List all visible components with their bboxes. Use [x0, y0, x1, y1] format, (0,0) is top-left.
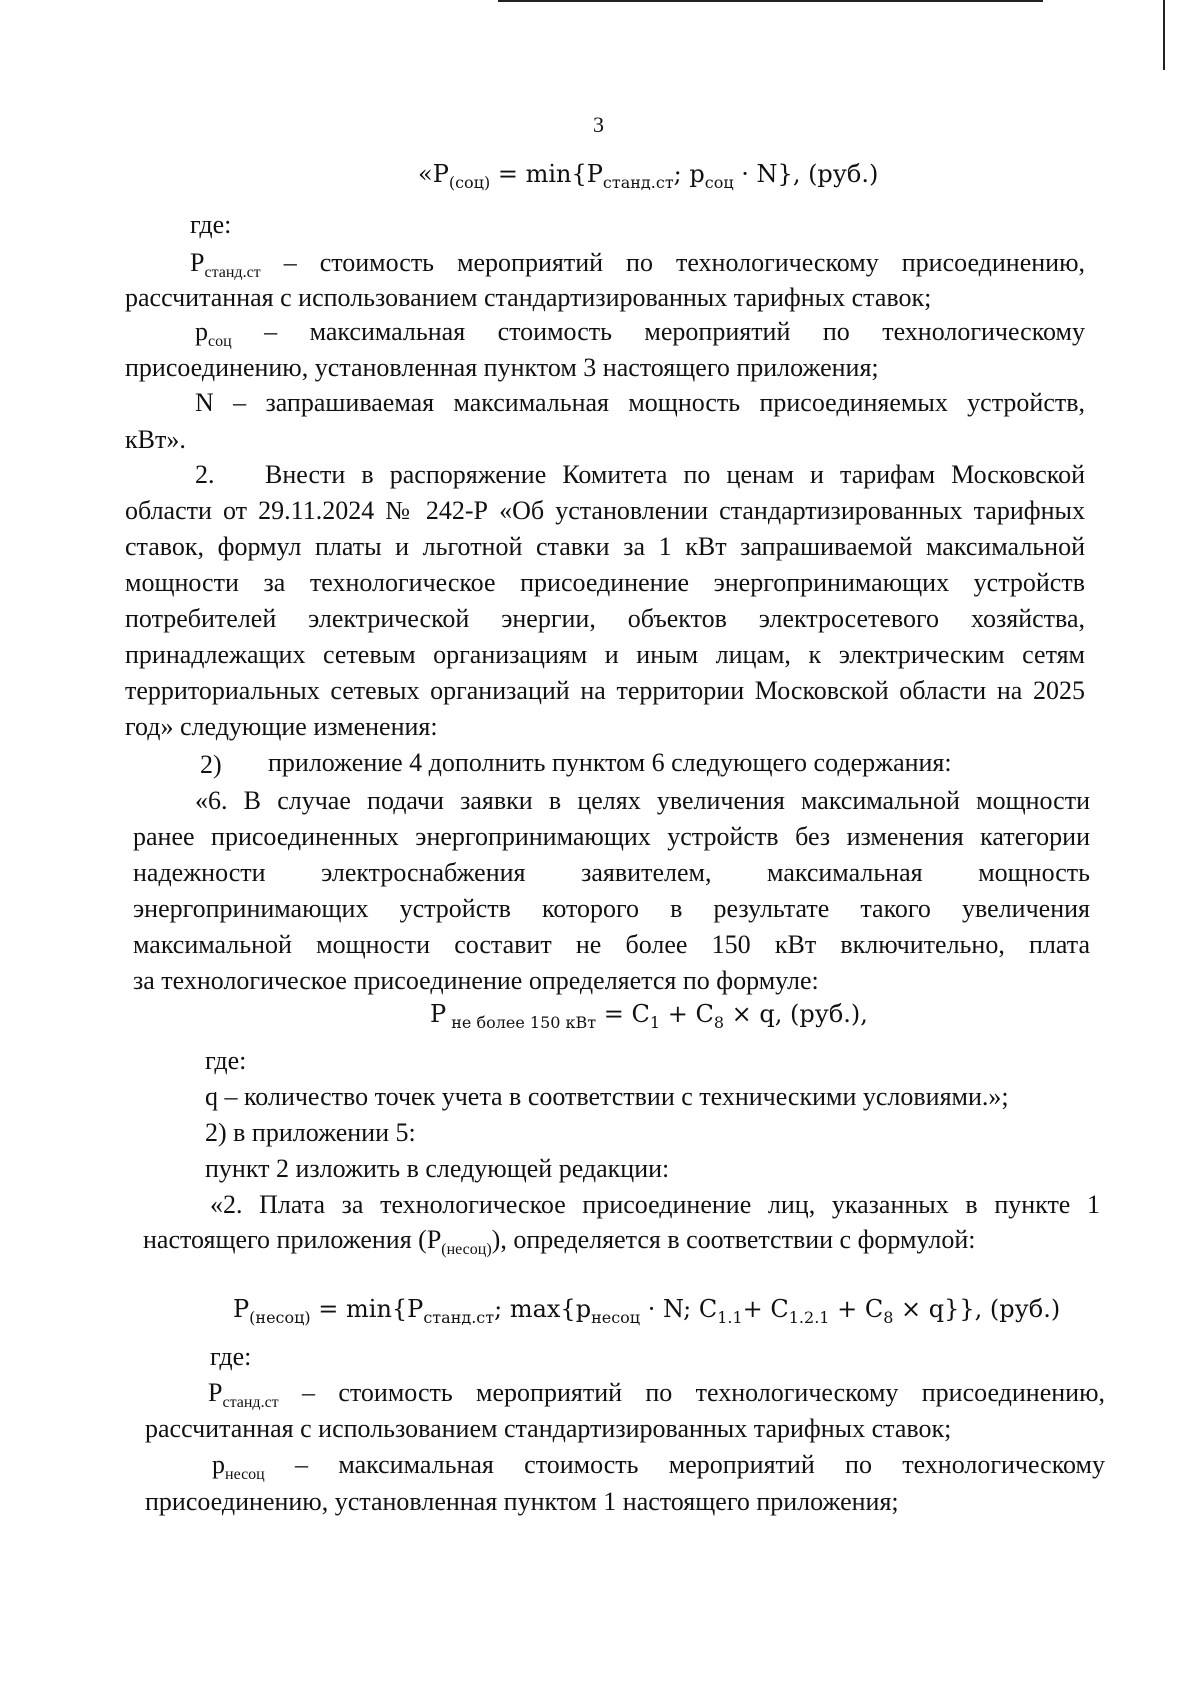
formula-p-nesoc: $P_{(несоц)} = \min\{P_{станд.ст}$; $\max\{p_{несоц} \cdot N$; $C_{1.1}+ C_{1.2.1} + C_8 \times q$}}, (руб.) — [233, 1295, 1061, 1327]
where-label: где: — [205, 1046, 247, 1075]
item2-line8: год» следующие изменения: — [125, 712, 438, 741]
appendix5-label: 2) в приложении 5: — [205, 1118, 416, 1147]
point2-intro: пункт 2 изложить в следующей редакции: — [205, 1154, 670, 1183]
point6-line6: за технологическое присоединение определяется по формуле: — [133, 966, 819, 995]
subitem-number: 2) — [200, 750, 222, 779]
point6-line1: «6. В случае подачи заявки в целях увеличения максимальной мощности — [195, 786, 1090, 815]
item2-line7: территориальных сетевых организаций на территории Московской области на 2025 — [125, 676, 1085, 705]
point2-line1: «2. Плата за технологическое присоединение лиц, указанных в пункте 1 — [210, 1190, 1100, 1219]
where-label: где: — [190, 210, 232, 239]
definition-p-nesoc-line2: присоединению, установленная пунктом 1 настоящего приложения; — [145, 1487, 899, 1516]
definition-p-stand-2-line2: рассчитанная с использованием стандартизированных тарифных ставок; — [145, 1414, 952, 1443]
formula-p-soc: «$P_{(соц)} = \min\{P_{станд.ст}$; $p_{соц} \cdot N$}, (руб.) — [418, 160, 879, 192]
item2-line6: принадлежащих сетевым организациям и иным лицам, к электрическим сетям — [125, 640, 1085, 669]
definition-p-stand-line2: рассчитанная с использованием стандартизированных тарифных ставок; — [125, 283, 932, 312]
definition-n-line1: N – запрашиваемая максимальная мощность присоединяемых устройств, — [195, 388, 1085, 417]
point6-line4: энергопринимающих устройств которого в результате такого увеличения — [133, 894, 1090, 923]
definition-p-soc-line1: $p_{соц}$ – максимальная стоимость мероприятий по технологическому — [195, 317, 1085, 350]
where-label: где: — [210, 1342, 252, 1371]
definition-p-stand-2-line1: $P_{станд.ст}$ – стоимость мероприятий по технологическому присоединению, — [208, 1378, 1105, 1411]
point2-line2: настоящего приложения $(P_{(несоц)})$, определяется в соответствии с формулой: — [143, 1225, 976, 1258]
scan-edge-top — [498, 0, 1043, 2]
definition-q: q – количество точек учета в соответствии с техническими условиями.»; — [205, 1082, 1009, 1111]
item2-line3: ставок, формул платы и льготной ставки за 1 кВт запрашиваемой максимальной — [125, 532, 1085, 561]
formula-p-under-150kw: P $_{не более 150 кВт} = C_1 + C_8 \times q$, (руб.), — [430, 1000, 868, 1032]
item2-line2: области от 29.11.2024 № 242-Р «Об установлении стандартизированных тарифных — [125, 496, 1085, 525]
definition-p-stand-line1: $P_{станд.ст}$ – стоимость мероприятий по технологическому присоединению, — [190, 248, 1085, 281]
scan-edge-right — [1163, 0, 1165, 70]
point6-line5: максимальной мощности составит не более 150 кВт включительно, плата — [133, 930, 1090, 959]
point6-line2: ранее присоединенных энергопринимающих устройств без изменения категории — [133, 822, 1090, 851]
page-number: 3 — [593, 112, 604, 137]
definition-p-soc-line2: присоединению, установленная пунктом 3 настоящего приложения; — [125, 353, 879, 382]
item2-line5: потребителей электрической энергии, объектов электросетевого хозяйства, — [125, 604, 1085, 633]
definition-n-line2: кВт». — [125, 425, 186, 454]
item-number: 2. — [195, 460, 215, 489]
point6-line3: надежности электроснабжения заявителем, максимальная мощность — [133, 858, 1090, 887]
subitem-text: приложение 4 дополнить пунктом 6 следующего содержания: — [268, 748, 952, 777]
item2-line1: Внести в распоряжение Комитета по ценам и тарифам Московской — [265, 460, 1085, 489]
definition-p-nesoc-line1: $p_{несоц}$ – максимальная стоимость мероприятий по технологическому — [212, 1450, 1105, 1483]
item2-line4: мощности за технологическое присоединение энергопринимающих устройств — [125, 568, 1085, 597]
